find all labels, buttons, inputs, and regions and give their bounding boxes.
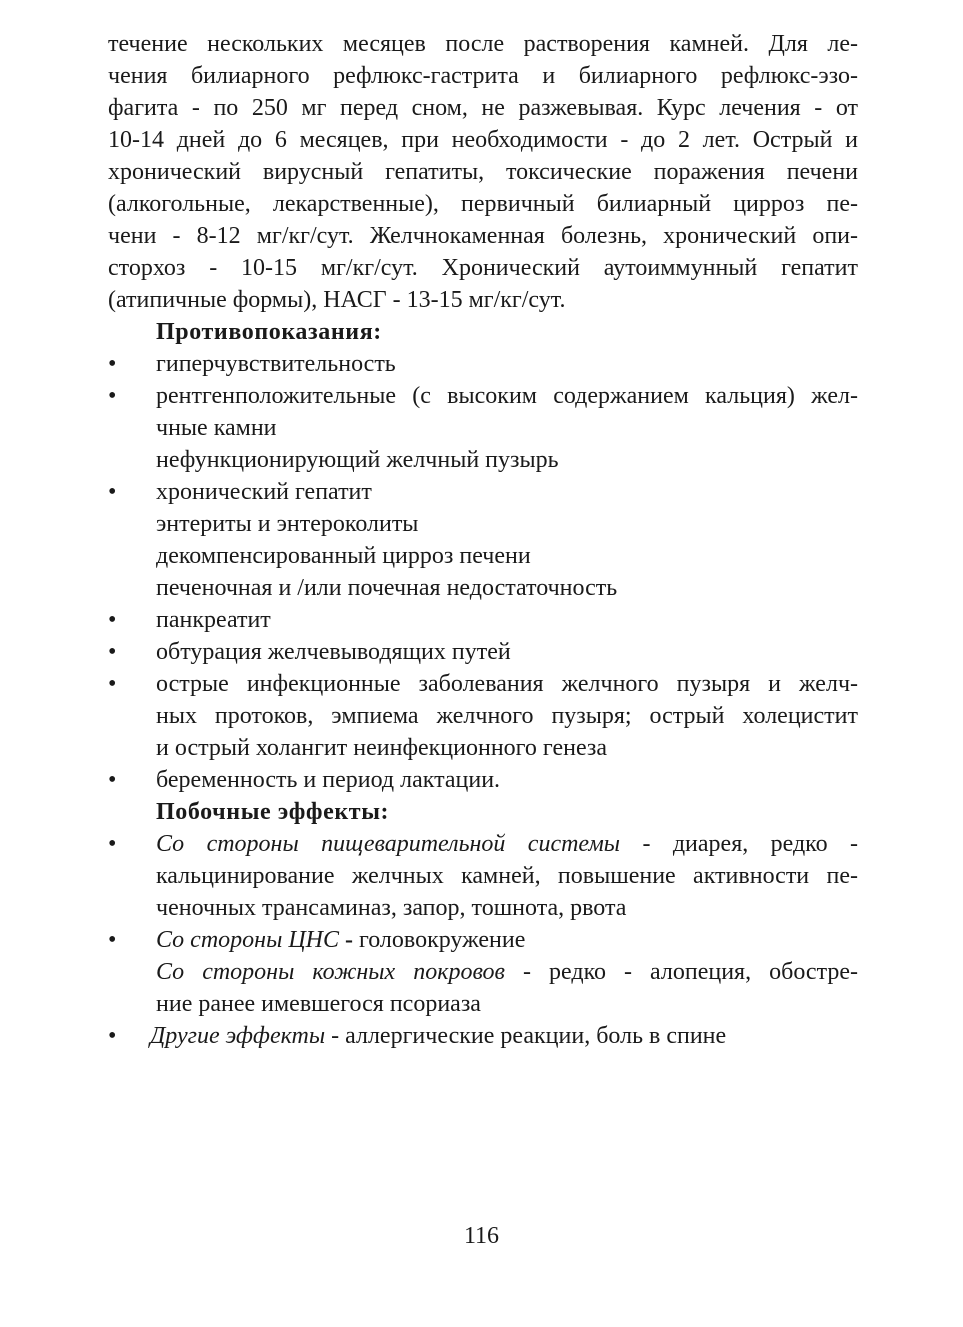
page-body <box>108 28 858 1052</box>
list-item <box>108 604 858 636</box>
intro-line: чения билиарного рефлюкс-гастрита и билиарного рефлюкс-эзо- <box>108 63 858 89</box>
intro-line: хронический вирусный гепатиты, токсические поражения печени <box>108 159 858 185</box>
bullet-icon: • <box>108 639 117 665</box>
list-item-text: острые инфекционные заболевания желчного пузыря и желч- <box>156 671 858 697</box>
bullet-icon: • <box>108 479 117 505</box>
intro-line: чени - 8-12 мг/кг/сут. Желчнокаменная болезнь, хронический опи- <box>108 223 858 249</box>
side-effects-heading: Побочные эффекты: <box>156 799 390 825</box>
list-item-text <box>156 828 858 860</box>
list-item-text: декомпенсированный цирроз печени <box>156 543 531 569</box>
contraindications-list <box>108 348 858 796</box>
list-item-text <box>150 1020 858 1052</box>
cns-text: головокружение <box>359 927 526 953</box>
intro-line: фагита - по 250 мг перед сном, не разжевывая. Курс лечения - от <box>108 95 858 121</box>
list-item-text: гиперчувствительность <box>156 351 396 377</box>
list-item-text: панкреатит <box>156 607 271 633</box>
intro-paragraph <box>108 28 858 316</box>
other-text: - аллергические реакции, боль в спине <box>325 1023 727 1049</box>
list-item-text: кальцинирование желчных камней, повышение активности пе- <box>156 863 858 889</box>
skin-text: - редко - алопеция, обостре- <box>504 959 859 985</box>
list-item <box>108 668 858 764</box>
list-item-text: чные камни <box>156 415 277 441</box>
list-item <box>108 764 858 796</box>
list-item <box>108 476 858 604</box>
bullet-icon: • <box>108 383 117 409</box>
list-item-text: энтериты и энтероколиты <box>156 511 419 537</box>
list-item-text: печеночная и /или почечная недостаточность <box>156 575 618 601</box>
list-item-text: рентгенположительные (с высоким содержанием кальция) жел- <box>156 383 858 409</box>
list-item <box>108 380 858 476</box>
side-effects-list <box>108 828 858 1052</box>
list-item-text <box>156 924 858 956</box>
digestive-label: Со стороны пищеварительной системы <box>156 831 621 857</box>
bullet-icon: • <box>108 831 117 857</box>
bullet-icon: • <box>108 1023 117 1049</box>
list-item <box>108 924 858 1020</box>
intro-line: (алкогольные, лекарственные), первичный билиарный цирроз пе- <box>108 191 858 217</box>
bullet-icon: • <box>108 607 117 633</box>
digestive-text: - диарея, редко - <box>620 831 858 857</box>
bullet-icon: • <box>108 767 117 793</box>
cns-label: Со стороны ЦНС <box>156 927 339 953</box>
intro-line: 10-14 дней до 6 месяцев, при необходимости - до 2 лет. Острый и <box>108 127 858 153</box>
contraindications-heading: Противопоказания: <box>156 319 382 345</box>
list-item-text: обтурация желчевыводящих путей <box>156 639 511 665</box>
intro-line: (атипичные формы), НАСГ - 13-15 мг/кг/сут. <box>108 287 566 313</box>
list-item <box>108 636 858 668</box>
list-item-text: ченочных трансаминаз, запор, тошнота, рвота <box>156 895 627 921</box>
skin-label: Со стороны кожных покровов <box>156 959 505 985</box>
list-item-text: хронический гепатит <box>156 479 372 505</box>
page-number: 116 <box>463 1223 500 1249</box>
list-item-text: нефункционирующий желчный пузырь <box>156 447 559 473</box>
bullet-icon: • <box>108 671 117 697</box>
list-item <box>108 1020 858 1052</box>
list-item <box>108 828 858 924</box>
list-item-text: ние ранее имевшегося псориаза <box>156 991 481 1017</box>
other-label: Другие эффекты <box>150 1023 326 1049</box>
list-item-text: и острый холангит неинфекционного генеза <box>156 735 608 761</box>
bullet-icon: • <box>108 351 117 377</box>
cns-dash: - <box>339 927 359 953</box>
list-item-text: ных протоков, эмпиема желчного пузыря; острый холецистит <box>156 703 858 729</box>
list-item <box>108 348 858 380</box>
list-item-text: беременность и период лактации. <box>156 767 501 793</box>
intro-line: сторхоз - 10-15 мг/кг/сут. Хронический аутоиммунный гепатит <box>108 255 858 281</box>
list-item-text <box>156 956 858 988</box>
intro-line: течение нескольких месяцев после растворения камней. Для ле- <box>108 31 858 57</box>
bullet-icon: • <box>108 927 117 953</box>
